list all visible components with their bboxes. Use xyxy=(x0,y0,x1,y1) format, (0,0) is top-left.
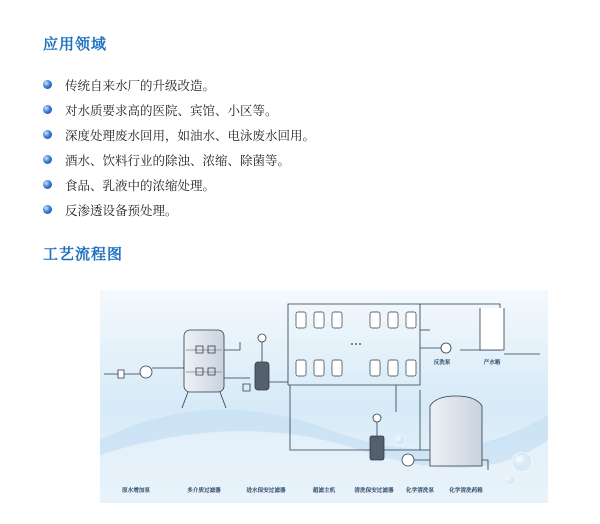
label-raw-pump: 原水增加泵 xyxy=(122,488,150,494)
uf-module-icon xyxy=(296,360,306,376)
label-uf-main: 超滤主机 xyxy=(312,488,336,494)
list-item-text: 深度处理废水回用，如油水、电泳废水回用。 xyxy=(65,127,316,143)
label-media-filter: 多介质过滤器 xyxy=(187,488,221,494)
list-item-text: 对水质要求高的医院、宾馆、小区等。 xyxy=(65,102,278,118)
bullet-icon xyxy=(43,80,52,89)
raw-pump-icon xyxy=(118,370,124,378)
list-item-text: 传统自来水厂的升级改造。 xyxy=(65,77,216,93)
list-item xyxy=(43,172,315,197)
process-title: 工艺流程图 xyxy=(43,245,124,263)
label-backwash-pump: 反洗泵 xyxy=(433,360,451,366)
media-filter-icon xyxy=(184,330,224,392)
list-item-text: 反渗透设备预处理。 xyxy=(65,202,178,218)
list-item xyxy=(43,72,315,97)
list-item-text: 酒水、饮料行业的除浊、浓缩、除菌等。 xyxy=(65,152,291,168)
uf-module-icon xyxy=(388,312,398,328)
bubble-decoration xyxy=(512,452,532,472)
product-tank-icon xyxy=(480,308,504,350)
uf-module-icon xyxy=(388,360,398,376)
list-item xyxy=(43,147,315,172)
raw-pump-icon xyxy=(140,366,152,378)
bubble-decoration xyxy=(395,435,405,445)
bubble-decoration xyxy=(505,475,515,485)
list-item xyxy=(43,97,315,122)
list-item xyxy=(43,197,315,222)
backwash-pump-icon xyxy=(441,343,451,353)
list-item xyxy=(43,122,315,147)
uf-module-icon xyxy=(406,360,416,376)
list-item-text: 食品、乳液中的浓缩处理。 xyxy=(65,177,216,193)
bullet-icon xyxy=(43,155,52,164)
uf-module-icon xyxy=(314,312,324,328)
clean-guard-filter-icon xyxy=(370,436,384,460)
applications-list xyxy=(43,72,315,222)
label-chem-pump: 化学清洗泵 xyxy=(406,488,434,494)
process-flow-diagram xyxy=(100,290,548,503)
chem-pump-icon xyxy=(402,454,414,466)
applications-title: 应用领域 xyxy=(43,35,108,53)
label-clean-guard: 清洗保安过滤器 xyxy=(354,488,394,494)
bullet-icon xyxy=(43,105,52,114)
uf-module-icon xyxy=(314,360,324,376)
label-chem-tank: 化学清洗药箱 xyxy=(449,488,483,494)
inlet-guard-filter-icon xyxy=(255,362,269,390)
uf-module-icon xyxy=(370,360,380,376)
label-inlet-guard: 进水保安过滤器 xyxy=(246,488,286,494)
label-product-tank: 产水箱 xyxy=(483,360,501,366)
uf-module-icon xyxy=(406,312,416,328)
bullet-icon xyxy=(43,180,52,189)
uf-module-icon xyxy=(370,312,380,328)
chem-tank-icon xyxy=(430,396,482,466)
bullet-icon xyxy=(43,205,52,214)
uf-module-icon xyxy=(332,312,342,328)
uf-module-icon xyxy=(332,360,342,376)
bullet-icon xyxy=(43,130,52,139)
uf-module-icon xyxy=(296,312,306,328)
